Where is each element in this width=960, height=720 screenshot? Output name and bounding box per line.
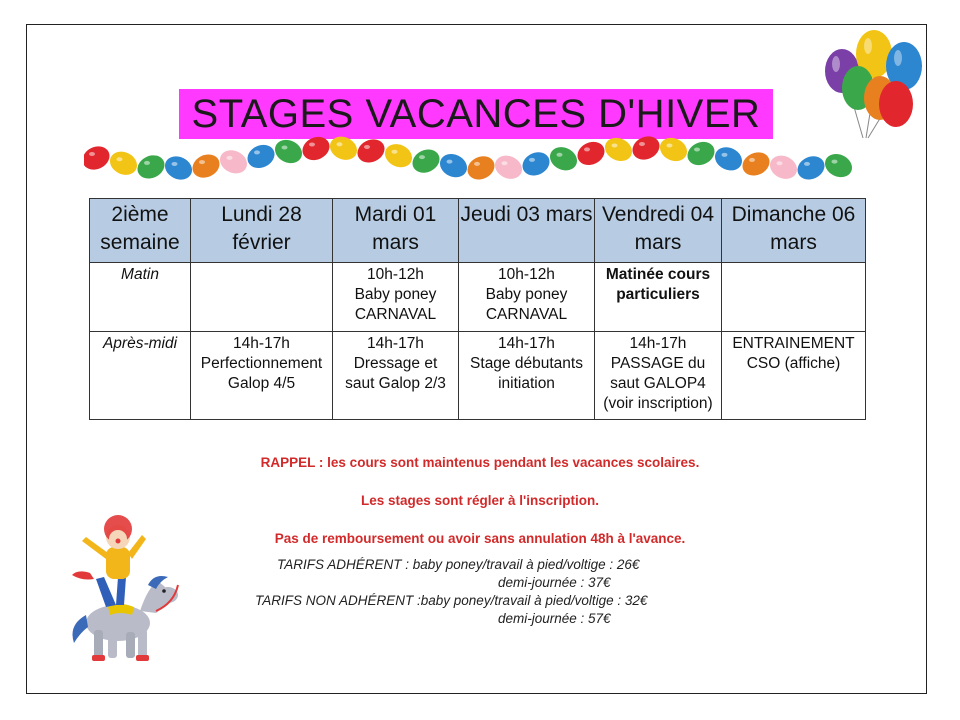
garland-balloon-shine <box>557 153 563 157</box>
page-title: STAGES VACANCES D'HIVER <box>179 89 773 139</box>
garland-balloon <box>766 151 801 183</box>
garland-balloon-shine <box>254 150 260 154</box>
garland-balloon-shine <box>722 153 728 157</box>
cell-matin-jeudi: 10h-12h Baby poney CARNAVAL <box>459 263 595 332</box>
garland-balloon <box>409 145 444 177</box>
garland-balloon-shine <box>694 148 700 152</box>
garland-balloon <box>464 152 499 184</box>
row-label-matin: Matin <box>90 263 191 332</box>
schedule-table <box>89 198 866 420</box>
garland-balloon <box>739 148 774 180</box>
clown-on-horse-icon <box>56 515 186 665</box>
cell-apres-midi-vendredi: 14h-17h PASSAGE du saut GALOP4 (voir inscription) <box>595 332 722 420</box>
table-row-matin <box>90 263 866 332</box>
garland-balloon <box>106 147 141 179</box>
cell-matin-lundi <box>191 263 333 332</box>
header-lundi: Lundi 28 février <box>191 199 333 263</box>
garland-balloon <box>629 136 664 164</box>
garland-balloon-shine <box>502 161 508 165</box>
rappel-line-3: Pas de remboursement ou avoir sans annulation 48h à l'avance. <box>274 531 686 546</box>
garland-balloon-shine <box>392 150 398 154</box>
garland-balloon-shine <box>419 155 425 159</box>
garland-balloon <box>491 151 526 183</box>
garland-balloon <box>299 136 334 164</box>
garland-balloon-shine <box>447 160 453 164</box>
rappel-line-1: RAPPEL : les cours sont maintenus pendant les vacances scolaires. <box>260 455 700 470</box>
garland-balloon <box>381 140 416 172</box>
cell-matin-dimanche <box>722 263 866 332</box>
tarif-non-adherent-demi: demi-journée : 57€ <box>498 611 611 626</box>
garland-balloon <box>134 151 169 183</box>
garland-balloon-shine <box>474 162 480 166</box>
garland-balloon-shine <box>612 143 618 147</box>
garland-balloon-shine <box>749 158 755 162</box>
garland-balloon-shine <box>364 145 370 149</box>
header-mardi: Mardi 01 mars <box>333 199 459 263</box>
garland-balloon <box>436 150 471 182</box>
garland-balloon-shine <box>639 142 645 146</box>
cell-matin-vendredi: Matinée cours particuliers <box>595 263 722 332</box>
rappel-line-2: Les stages sont régler à l'inscription. <box>360 493 600 508</box>
garland-balloon-shine <box>529 158 535 162</box>
garland-balloon-shine <box>89 152 95 156</box>
garland-balloon <box>684 138 719 170</box>
tarif-non-adherent: TARIFS NON ADHÉRENT :baby poney/travail à pied/voltige : 32€ <box>255 593 648 608</box>
garland-balloon-shine <box>117 157 123 161</box>
garland-balloon <box>354 136 389 167</box>
cell-apres-midi-dimanche: ENTRAINEMENT CSO (affiche) <box>722 332 866 420</box>
garland-balloon <box>821 150 856 182</box>
tarif-adherent-demi: demi-journée : 37€ <box>498 575 611 590</box>
garland-balloon-shine <box>144 161 150 165</box>
cell-matin-mardi: 10h-12h Baby poney CARNAVAL <box>333 263 459 332</box>
garland-balloon <box>326 136 361 164</box>
tarifs-block <box>255 556 715 628</box>
garland-balloon <box>244 141 279 173</box>
balloon-garland-icon <box>84 136 869 194</box>
garland-balloon-shine <box>667 143 673 147</box>
garland-balloon-shine <box>227 156 233 160</box>
garland-balloon-shine <box>199 160 205 164</box>
garland-balloon-shine <box>777 161 783 165</box>
garland-balloon <box>519 148 554 180</box>
garland-balloon <box>189 150 224 182</box>
garland-balloon <box>546 143 581 175</box>
row-label-apres-midi: Après-midi <box>90 332 191 420</box>
garland-balloon-shine <box>584 147 590 151</box>
garland-balloon <box>574 138 609 170</box>
header-week: 2ième semaine <box>90 199 191 263</box>
table-header-row <box>90 199 866 263</box>
garland-balloon <box>656 136 691 165</box>
rappel-notice <box>180 434 780 567</box>
garland-balloon <box>216 146 251 178</box>
garland-balloon <box>794 152 829 184</box>
garland-balloon <box>271 136 306 167</box>
header-dimanche: Dimanche 06 mars <box>722 199 866 263</box>
table-row-apres-midi <box>90 332 866 420</box>
garland-balloon-shine <box>309 142 315 146</box>
garland-balloon <box>601 136 636 165</box>
garland-balloon-shine <box>282 145 288 149</box>
garland-balloon <box>711 143 746 175</box>
garland-balloon <box>161 152 196 184</box>
header-vendredi: Vendredi 04 mars <box>595 199 722 263</box>
garland-balloon-shine <box>804 162 810 166</box>
tarif-adherent: TARIFS ADHÉRENT : baby poney/travail à pied/voltige : 26€ <box>277 557 640 572</box>
header-jeudi: Jeudi 03 mars <box>459 199 595 263</box>
garland-balloon-shine <box>337 142 343 146</box>
cell-apres-midi-mardi: 14h-17h Dressage et saut Galop 2/3 <box>333 332 459 420</box>
cell-apres-midi-lundi: 14h-17h Perfectionnement Galop 4/5 <box>191 332 333 420</box>
garland-balloon-shine <box>832 160 838 164</box>
garland-balloon-shine <box>172 162 178 166</box>
cell-apres-midi-jeudi: 14h-17h Stage débutants initiation <box>459 332 595 420</box>
garland-balloon <box>84 142 113 174</box>
balloon-bunch-icon <box>818 26 928 141</box>
